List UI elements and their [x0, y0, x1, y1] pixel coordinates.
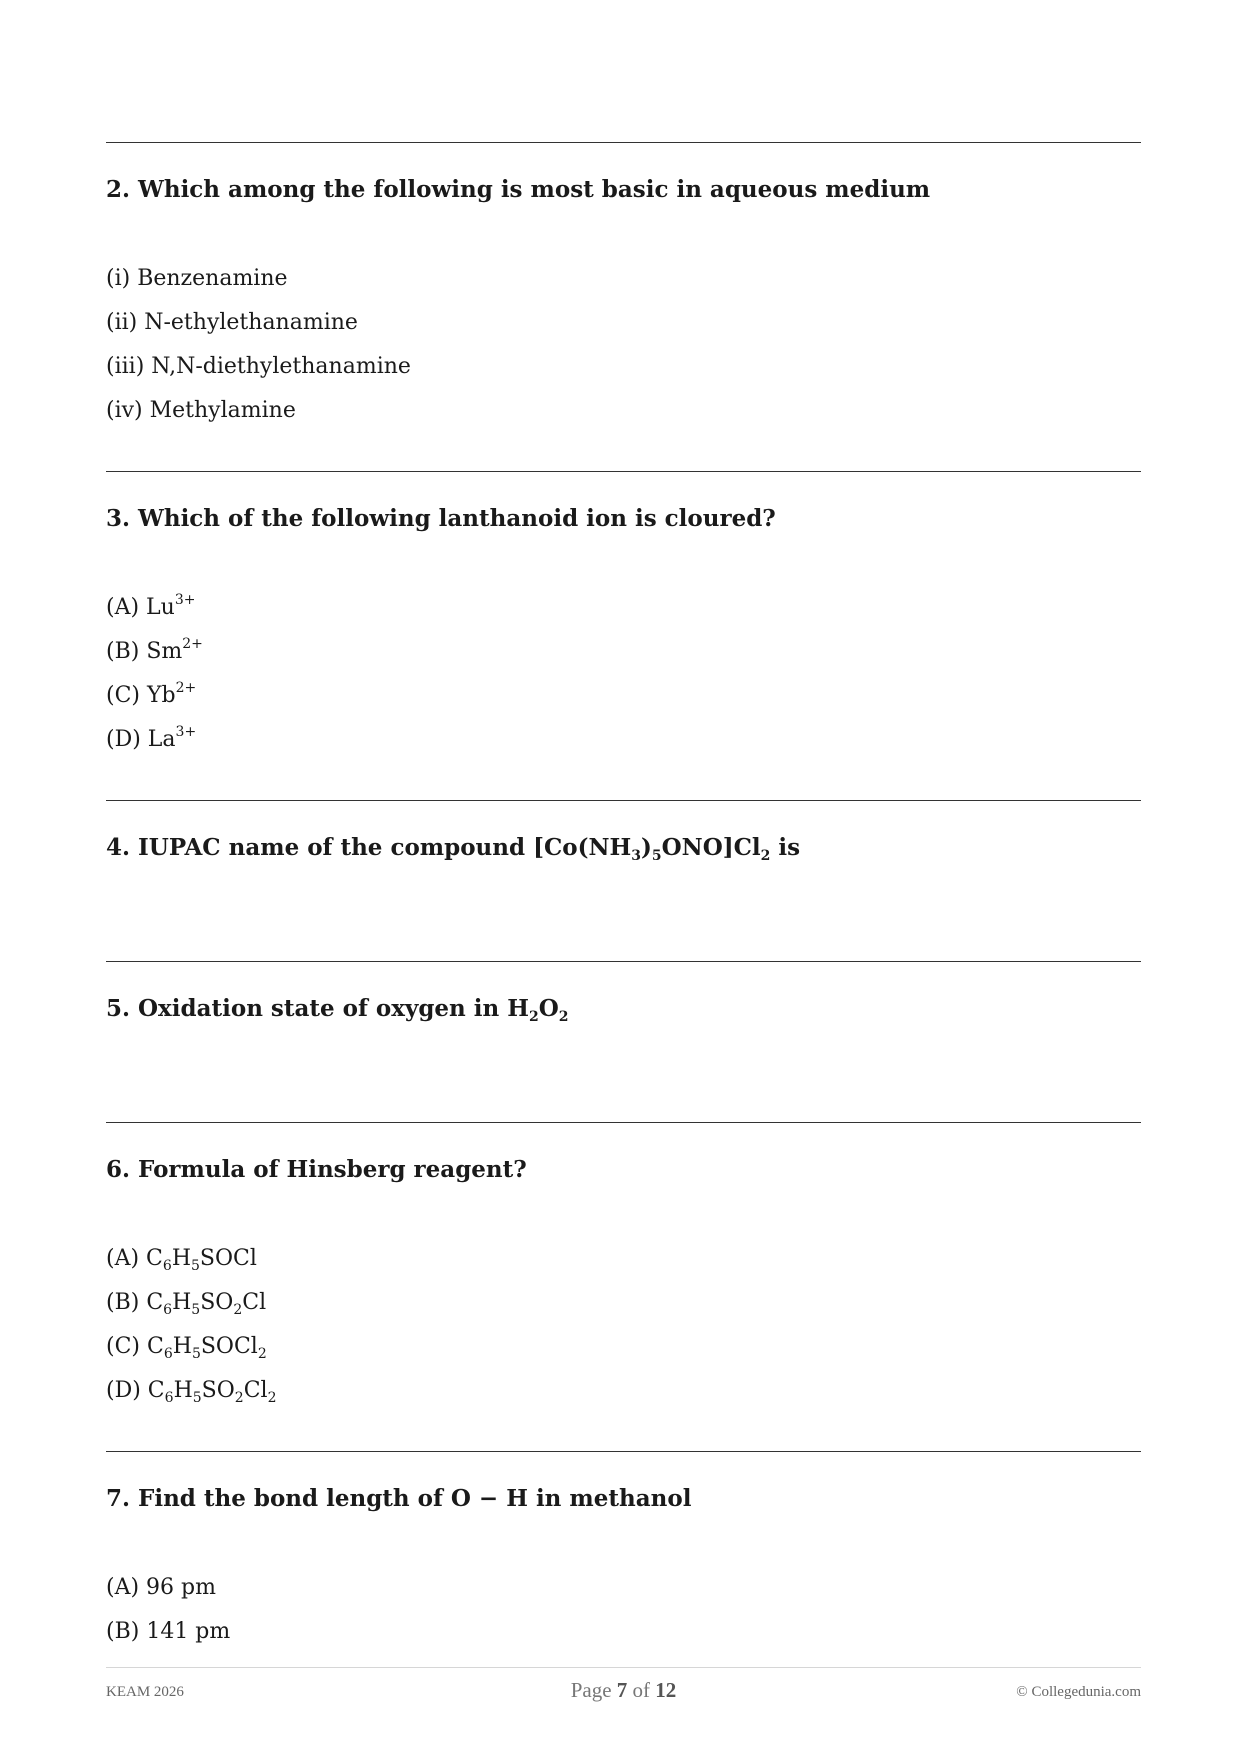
footer-copyright: © Collegedunia.com	[1016, 1684, 1141, 1700]
option: (D) $La^{3+}$	[106, 724, 197, 752]
options-list	[106, 265, 1141, 471]
option: (B) $C_6H_5SO_2Cl$	[106, 1290, 267, 1318]
question-7	[106, 1452, 1141, 1692]
options-list	[106, 594, 1141, 800]
option: (D) $C_6H_5SO_2Cl_2$	[106, 1378, 277, 1406]
option: (ii) N-ethylethanamine	[106, 310, 358, 335]
option: (A) $C_6H_5SOCl$	[106, 1246, 257, 1274]
options-list	[106, 1245, 1141, 1451]
question-title: 7. Find the bond length of O − H in methanol	[106, 1485, 692, 1512]
option: (B) 141 pm	[106, 1619, 231, 1644]
question-title: 6. Formula of Hinsberg reagent?	[106, 1156, 527, 1183]
question-4	[106, 801, 1141, 961]
question-6	[106, 1123, 1141, 1451]
question-title: 5. Oxidation state of oxygen in $H_2O_2$	[106, 995, 569, 1025]
question-title: 4. IUPAC name of the compound $[Co(NH_3)_5ONO]Cl_2$ is	[106, 834, 801, 864]
option: (B) $Sm^{2+}$	[106, 636, 203, 664]
option: (C) $Yb^{2+}$	[106, 680, 197, 708]
option: (iv) Methylamine	[106, 398, 296, 423]
question-5	[106, 962, 1141, 1122]
option: (A) $Lu^{3+}$	[106, 592, 196, 620]
options-list	[106, 1574, 1141, 1692]
option: (C) $C_6H_5SOCl_2$	[106, 1334, 267, 1362]
option: (iii) N,N-diethylethanamine	[106, 354, 411, 379]
question-title: 2. Which among the following is most basic in aqueous medium	[106, 176, 931, 203]
page-content	[106, 142, 1141, 1692]
footer-exam-name: KEAM 2026	[106, 1684, 184, 1700]
page-number: Page 7 of 12	[570, 1678, 677, 1702]
option: (A) 96 pm	[106, 1575, 216, 1600]
question-3	[106, 472, 1141, 800]
question-2	[106, 143, 1141, 471]
question-title: 3. Which of the following lanthanoid ion is cloured?	[106, 505, 776, 532]
page-footer	[106, 1667, 1141, 1702]
option: (i) Benzenamine	[106, 266, 288, 291]
